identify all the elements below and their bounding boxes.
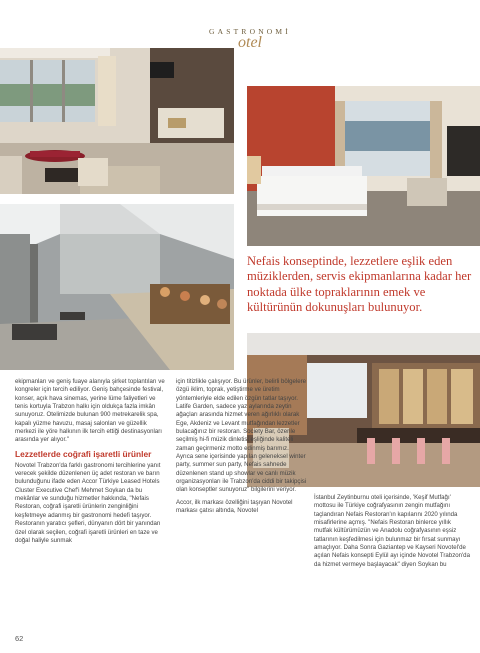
article-subheading: Lezzetlerde coğrafi işaretli ürünler (15, 448, 152, 459)
body-paragraph: ekipmanları ve geniş fuaye alanıyla şirket toplantıları ve kongreler için tercih ediliyor. Geniş bahçesinde festival, konser, açık hava sinemas, yerine lüme faliyetleri ve tenis kortuyla Trabzon halkı için oldukça fazla imkân sunuyoruz. Otelimizde bulunan 900 metrekarelik spa, kapalı yüzme havuzu, masaj salonları ve güzellik merkezi ile yöre halkının ilk tercih ettiği destinasyonları arasında yer alıyor." (15, 378, 165, 444)
page-number: 62 (15, 634, 24, 643)
text-column-3 (314, 494, 470, 569)
text-column-2 (176, 378, 307, 516)
photo-suite-living-room (0, 48, 234, 194)
body-paragraph: için titizlikle çalışıyor. Bu ürünler, belirli bölgelere özgü iklim, toprak, yetiştirme ve üretim yöntemleriyle elde edilen özgün tatlar taşıyor. Latife Garden, sadece yaz aylarında zeytin ağaçları arasında hizmet veren ağırlıklı olarak Ege, Akdeniz ve Levant mutfağından lezzetler bulacağınız bir restoran. Society Bar, özenle seçilmiş hi-fi müzik dinletisi eşliğinde kaliteli zaman geçirmeniz motto edinmiş barımız. Ayrıca sene içerisinde yapılan geleneksel winter party, summer sun party, Nefais sahnede düzenlenen stand up showlar ve canlı müzik organizasyonları ile Trabzon'da ciddi bir takipçisi olan konseptler sunuyoruz" bilgilerini veriyor. (176, 378, 307, 494)
section-subtitle: otel (238, 34, 262, 51)
text-column-1 (15, 378, 168, 545)
photo-bedroom (247, 86, 480, 246)
body-paragraph: Novotel Trabzon'da farklı gastronomi tercihlerine yanıt verecek şekilde düzenlenen üç adet restoran ve barın bulunduğunu ifade eden Accor Türkiye Leased Hotels Cluster Executive Chef'i Mehmet Soykan da bu mekânlar ve sunduğu hizmetler hakkında, "Nefais Restoran, coğrafi işaretli ürünlerin zenginliğini keşfetmeye adanmış bir gastronomi hedefi taşıyor. Restoranın yaratıcı şefleri, dünyanın dört bir yanından özel olarak seçilen, coğrafi işaretli ürünleri en taze ve doğal haliyle sunmak (15, 461, 161, 544)
body-paragraph: İstanbul Zeytinburnu oteli içerisinde, 'Keşif Mutfağı' mottosu ile Türkiye coğrafyasının zengin mutfağını taçlandıran Nefais Restoran'ın kapılarını 2020 yılında misafirlerine açmış. "Nefais Restoran binlerce yıllık mutfak kültürümüzün ve Anadolu coğrafyasının eşsiz tatlarının keşfedilmesi için bulunmaz bir fırsat sunmayı amaçlıyor. Daha Sonra Gaziantep ve Kayseri Novotel'de açılan Nefais konsepti Eylül ayı içinde Novotel Trabzon'da da hizmet vermeye başlayacak" diyen Soykan bu (314, 494, 470, 568)
pull-quote: Nefais konseptinde, lezzetlere eşlik eden müziklerden, servis ekipmanlarına kadar her noktada ülke topraklarının emek ve kültürünün dokunuşları bulunuyor. (247, 254, 472, 315)
section-kicker: GASTRONOMİ (208, 27, 291, 36)
body-paragraph: Accor, ilk markası özelliğini taşıyan Novotel markası çatısı altında, Novotel (176, 498, 293, 515)
photo-banquet-hall (0, 204, 234, 370)
